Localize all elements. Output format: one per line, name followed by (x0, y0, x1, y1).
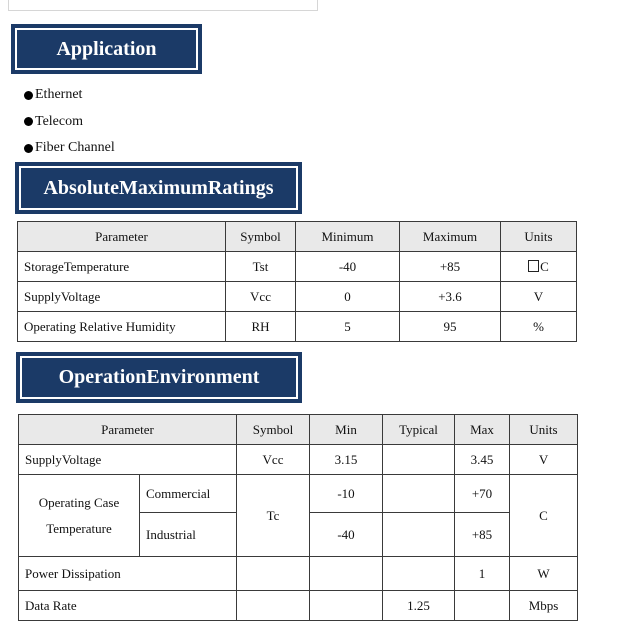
operation-env-heading (16, 352, 302, 403)
param-cell: Data Rate (19, 591, 237, 621)
max-cell: 95 (400, 312, 501, 342)
unit-cell: C (501, 252, 577, 282)
min-cell: 3.15 (310, 445, 383, 475)
unit-cell: % (501, 312, 577, 342)
bullet-icon (24, 144, 33, 153)
param-cell: Power Dissipation (19, 557, 237, 591)
list-item: Fiber Channel (24, 135, 115, 162)
max-cell (455, 591, 510, 621)
typ-cell (383, 475, 455, 513)
typ-cell (383, 445, 455, 475)
symbol-cell: Tst (226, 252, 296, 282)
typ-cell (383, 513, 455, 557)
col-header: Units (501, 222, 577, 252)
symbol-cell: Vcc (226, 282, 296, 312)
col-header: Minimum (296, 222, 400, 252)
symbol-cell: Tc (237, 475, 310, 557)
list-item: Ethernet (24, 82, 115, 109)
min-cell: -40 (296, 252, 400, 282)
table-row (18, 282, 577, 312)
max-cell: 3.45 (455, 445, 510, 475)
table-row (18, 252, 577, 282)
param-cell: Operating Relative Humidity (18, 312, 226, 342)
table-row (19, 445, 578, 475)
col-header: Symbol (237, 415, 310, 445)
unit-cell: V (501, 282, 577, 312)
operation-env-table (18, 414, 578, 621)
unit-cell: W (510, 557, 578, 591)
sub-param-cell: Industrial (140, 513, 237, 557)
table-header-row (18, 222, 577, 252)
param-cell: SupplyVoltage (18, 282, 226, 312)
col-header: Max (455, 415, 510, 445)
symbol-cell: Vcc (237, 445, 310, 475)
col-header: Units (510, 415, 578, 445)
col-header: Symbol (226, 222, 296, 252)
symbol-cell (237, 557, 310, 591)
col-header: Parameter (19, 415, 237, 445)
col-header: Parameter (18, 222, 226, 252)
application-list (24, 82, 115, 162)
absolute-max-heading-label: AbsoluteMaximumRatings (19, 166, 298, 210)
table-header-row (19, 415, 578, 445)
min-cell: -40 (310, 513, 383, 557)
max-cell: +85 (455, 513, 510, 557)
bullet-icon (24, 117, 33, 126)
absolute-max-table (17, 221, 577, 342)
min-cell: -10 (310, 475, 383, 513)
symbol-cell (237, 591, 310, 621)
unit-cell: C (510, 475, 578, 557)
table-row (19, 475, 578, 513)
application-heading (11, 24, 202, 74)
min-cell: 0 (296, 282, 400, 312)
min-cell (310, 591, 383, 621)
col-header: Min (310, 415, 383, 445)
list-item: Telecom (24, 109, 115, 136)
operation-env-heading-label: OperationEnvironment (20, 356, 298, 399)
sub-param-cell: Commercial (140, 475, 237, 513)
application-heading-label: Application (15, 28, 198, 70)
max-cell: +3.6 (400, 282, 501, 312)
max-cell: +70 (455, 475, 510, 513)
table-row (19, 591, 578, 621)
param-cell: SupplyVoltage (19, 445, 237, 475)
absolute-max-heading (15, 162, 302, 214)
max-cell: 1 (455, 557, 510, 591)
col-header: Maximum (400, 222, 501, 252)
degree-glyph-icon (528, 260, 539, 272)
table-row (19, 557, 578, 591)
min-cell (310, 557, 383, 591)
max-cell: +85 (400, 252, 501, 282)
unit-cell: Mbps (510, 591, 578, 621)
typ-cell: 1.25 (383, 591, 455, 621)
typ-cell (383, 557, 455, 591)
table-row (18, 312, 577, 342)
unit-cell: V (510, 445, 578, 475)
top-panel-edge (8, 0, 318, 11)
param-cell: StorageTemperature (18, 252, 226, 282)
symbol-cell: RH (226, 312, 296, 342)
case-temp-label: Operating Case Temperature (19, 475, 140, 557)
bullet-icon (24, 91, 33, 100)
min-cell: 5 (296, 312, 400, 342)
col-header: Typical (383, 415, 455, 445)
